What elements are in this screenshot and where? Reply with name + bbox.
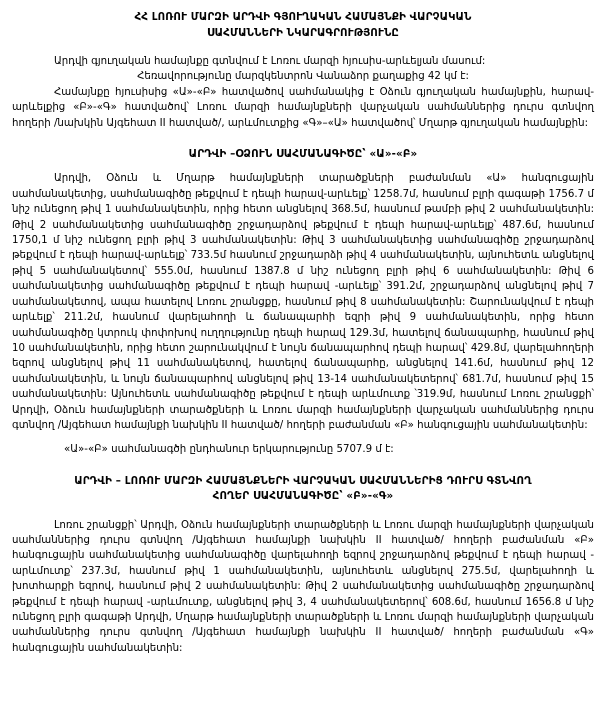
section-1-heading: ԱՐԴՎԻ –ՕՁՈՒՆ ՍԱՀՄԱՆԱԳԻԾԸ՝ «Ա»-«Բ» <box>188 148 418 161</box>
intro-paragraph-1: Արդվի գյուղական համայնքը գտնվում է Լոռու մարզի հյուսիս-արևելյան մասում: <box>54 56 486 67</box>
spacer-after-section-1-heading <box>12 162 594 171</box>
section-2-heading-line-2: ՀՈՂԵՐ ՍԱՀՄԱՆԱԳԻԾԸ՝ «Բ»-«Գ» <box>212 490 394 503</box>
document-title-line-1: ՀՀ ԼՈՌՈՒ ՄԱՐԶԻ ԱՐԴՎԻ ԳՅՈՒՂԱԿԱՆ ՀԱՄԱՅՆՔԻ ՎԱՐՉԱԿԱՆ <box>134 11 472 23</box>
spacer-before-section-2 <box>12 458 594 474</box>
section-1-total-length: «Ա»-«Բ» սահմանագծի ընդհանուր երկարությունը 5707.9 մ է: <box>64 444 394 456</box>
intro-paragraph-3: Համայնքը հյուսիսից «Ա»-«Բ» հատվածով սահմանակից է Օձուն գյուղական համայնքին, հարավ-արևելքից «Բ»-«Գ» հատվածով՝ Լոռու մարզի համայնքների վարչական սահմաններից դուրս գտնվող հողերի /նախկին Այգեհատ II հատված/, արևմուտքից «Գ»–«Ա» հատվածով՝ Մղարթ գյուղական համայնքին: <box>12 86 594 129</box>
spacer-after-section-2-heading <box>12 505 594 518</box>
document-title <box>30 10 576 41</box>
section-1-body: Արդվի, Օձուն և Մղարթ համայնքների տարածքների բաժանման «Ա» հանգուցային սահմանակետից, սահմանագիծը թեքվում է դեպի հարավ-արևելք՝ 1258.7մ, հասնում բլրի գագաթի 1756.7 մ նիշ ունեցող թիվ 1 սահմանակետին, որից հետո անցնելով 368.5մ, հասնում թամբի թիվ 2 սահմանակետին: Թիվ 2 սահմանակետից սահմանագիծը շրջադարձով թեքվում է դեպի հարավ-արևելք՝ 487.6մ, հասնում 1750,1 մ նիշ ունեցող բլրի թիվ 3 սահմանակետին: Թիվ 3 սահմանակետից սահմանագիծը շրջադարձով թեքվում է դեպի հարավ-արևելք՝ 733.5մ հասնում շրջադարձի թիվ 4 սահմանակետին, այնուհետև անցնելով թիվ 5 սահմանակետով՝ 555.0մ, հասնում 1387.8 մ նիշ ունեցող բլրի թիվ 6 սահմանակետին: Թիվ 6 սահմանակետից սահմանագիծը թեքվում է դեպի հարավ -արևելք՝ 391.2մ, շրջադարձով անցնելով թիվ 7 սահմանակետով, ապա հատելով Լոռու շրանցքը, հասնում թիվ 8 սահմանակետին: Շարունակվում է դեպի արևելք՝ 211.2մ, հասնում վարելահողի և ճանապարհի եզրի թիվ 9 սահմանակետին, որից հետո սահմանագիծը կտրուկ փոփոխով ուղղությունը դեպի հարավ 129.3մ, հատելով ճանապարհը, հասնում թիվ 10 սահմանակետին, որից հետո շարունակվում է նույն ճանապարհով դեպի հարավ՝ 429.8մ, վարելահողերի եզրով անցնելով թիվ 11 սահմանակետով, հատելով ճանապարհը, անցնելով 141.6մ, հասնում թիվ 12 սահմանակետին, և նույն ճանապարհով անցնելով թիվ 13-14 սահմանակետերով՝ 681.7մ, հասնում թիվ 15 սահմանակետին: Այնուհետև սահմանագիծը թեքվում է դեպի արևմուտք ՝319.9մ, հասնում Լոռու շրանցքի՝ Արդվի, Օձուն համայնքների տարածքների և Լոռու մարզի համայնքների վարչական սահմաններից դուրս գտնվող /Այգեհատ համայնքի նախկին II հատված/ հողերի բաժանման «Բ» հանգուցային սահմանակետին: <box>12 173 594 431</box>
section-2-heading-line-1: ԱՐԴՎԻ – ԼՈՌՈՒ ՄԱՐԶԻ ՀԱՄԱՅՆՔՆԵՐԻ ՎԱՐՉԱԿԱՆ ՍԱՀՄԱՆՆԵՐԻՑ ԴՈՒՐՍ ԳՏՆՎՈՂ <box>74 474 532 487</box>
spacer-before-section-1-total <box>12 433 594 442</box>
intro-paragraph-2: Հեռավորությունը մարզկենտրոն Վանաձոր քաղաքից 42 կմ է: <box>137 71 469 83</box>
document-title-line-2: ՍԱՀՄԱՆՆԵՐԻ ՆԿԱՐԱԳՐՈՒԹՅՈՒՆԸ <box>207 26 399 39</box>
section-2-body: Լոռու շրանցքի՝ Արդվի, Օձուն համայնքների տարածքների և Լոռու մարզի համայնքների վարչական սահմաններից դուրս գտնվող /Այգեհատ համայնքի նախկին II հատված/ հողերի բաժանման «Բ» հանգուցային սահմանակետից սահմանագիծը վարելահողի եզրով շրջադարձով թեքվում է դեպի հարավ - արևմուտք՝ 237.3մ, հասնում թիվ 1 սահմանակետին, այնուհետև անցնելով 275.5մ, վարելահողի և խոտհարքի եզրով, հասնում թիվ 2 սահմանակետին: Թիվ 2 սահմանակետից սահմանագիծը շրջադարձով թեքվում է դեպի հարավ -արևմուտք, անցնելով թիվ 3, 4 սահմանակետերով՝ 608.6մ, հասնում 1656.8 մ նիշ ունեցող բլրի գագաթի Արդվի, Մղարթ համայնքների տարածքների և Լոռու մարզի համայնքների վարչական սահմաններից դուրս գտնվող /Այգեհատ համայնքի նախկին II հատված/ հողերի բաժանման «Գ» հանգուցային սահմանակետին: <box>12 519 594 654</box>
spacer-before-section-1 <box>12 131 594 147</box>
section-2-heading <box>26 474 580 505</box>
spacer-after-title <box>12 41 594 54</box>
